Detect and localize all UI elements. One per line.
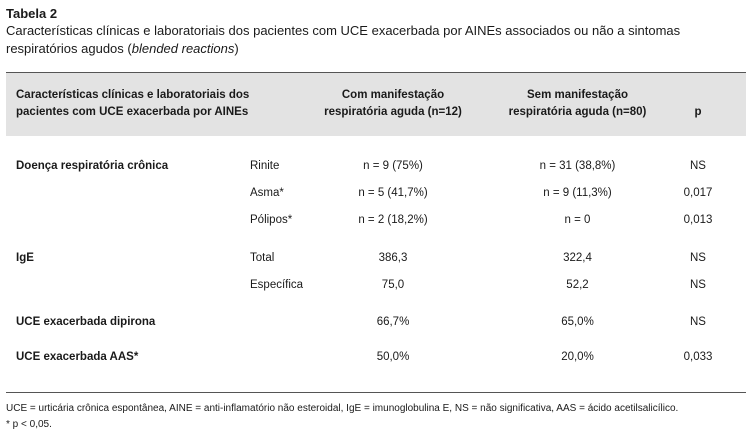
row-sub-label: Asma* [250,187,284,199]
caption-text: Características clínicas e laboratoriais dos pacientes com UCE exacerbada por AINEs associados ou não a sintomas respiratórios agudos ( [6,23,681,56]
row-value-with-respiratory: n = 9 (75%) [363,160,423,172]
table-caption [6,22,746,58]
row-sub-label: Total [250,252,275,264]
row-p-value: 0,017 [683,187,713,199]
row-p-value: NS [690,252,706,264]
table-title: Tabela 2 [6,6,58,21]
row-group-label: Doença respiratória crônica [16,160,169,172]
row-p-value: 0,013 [683,214,713,226]
row-value-with-respiratory: 386,3 [378,252,408,264]
row-sub-label: Rinite [250,160,280,172]
row-value-with-respiratory: 50,0% [376,351,410,363]
row-p-value: NS [690,316,706,328]
row-value-with-respiratory: n = 2 (18,2%) [358,214,428,226]
table-bottom-rule [6,392,746,393]
row-group-label: UCE exacerbada dipirona [16,316,156,328]
row-value-without-respiratory: 65,0% [561,316,594,328]
row-sub-label: Pólipos* [250,214,293,226]
row-value-without-respiratory: 20,0% [561,351,594,363]
header-characteristics: Características clínicas e laboratoriais dos pacientes com UCE exacerbada por AINEs [16,89,250,118]
row-group-label: UCE exacerbada AAS* [16,351,139,363]
row-p-value: NS [690,279,706,291]
footnote-significance: * p < 0,05. [6,419,52,430]
footnote-abbreviations: UCE = urticária crônica espontânea, AINE = anti-inflamatório não esteroidal, IgE = imunoglobulina E, NS = não significativa, AAS = ácido acetilsalicílico. [6,403,679,414]
row-value-without-respiratory: n = 9 (11,3%) [543,187,612,199]
row-value-without-respiratory: n = 31 (38,8%) [539,160,616,172]
header-with-respiratory: Com manifestação respiratória aguda (n=12) [324,89,462,118]
row-value-without-respiratory: 52,2 [566,279,589,291]
row-value-with-respiratory: 75,0 [381,279,405,291]
row-value-with-respiratory: 66,7% [376,316,410,328]
caption-italic: blended reactions [131,41,235,56]
row-value-without-respiratory: n = 0 [564,214,591,226]
row-value-with-respiratory: n = 5 (41,7%) [358,187,428,199]
row-p-value: 0,033 [683,351,713,363]
caption-close: ) [234,41,239,56]
row-value-without-respiratory: 322,4 [563,252,592,264]
row-sub-label: Específica [250,279,304,291]
header-p-value: p [694,106,702,118]
row-group-label: IgE [16,252,34,264]
header-without-respiratory: Sem manifestação respiratória aguda (n=80) [508,89,647,118]
row-p-value: NS [690,160,706,172]
